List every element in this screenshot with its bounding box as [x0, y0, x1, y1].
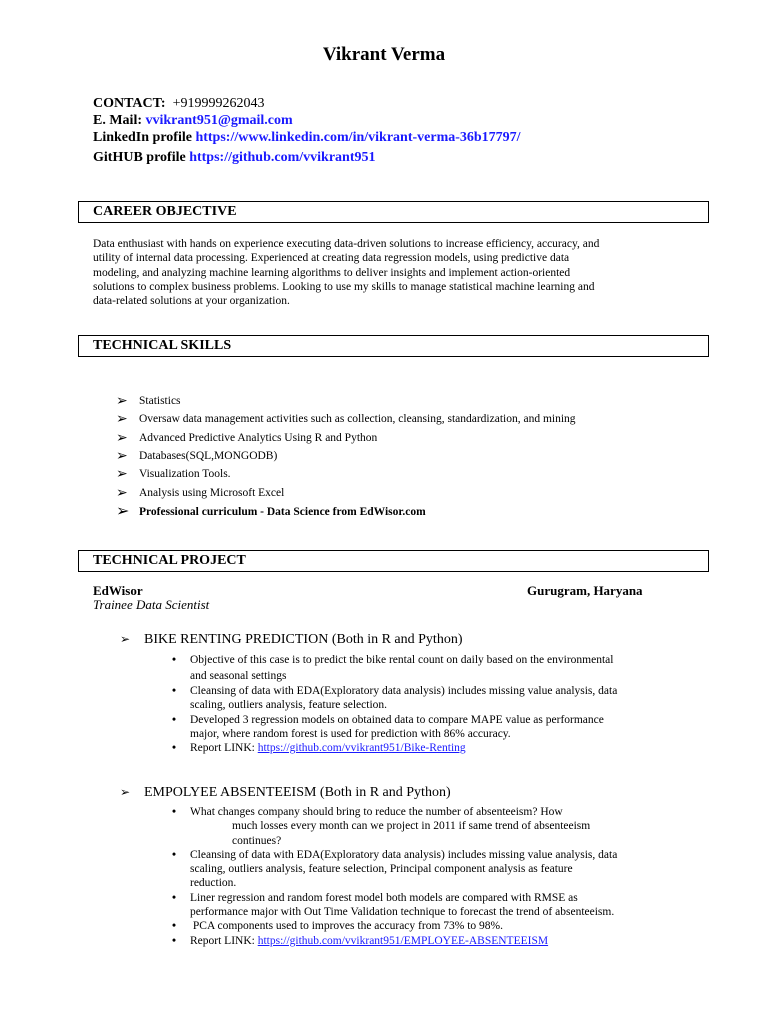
- phone-number: +919999262043: [172, 96, 265, 111]
- skill-item: ➢ Statistics: [116, 393, 181, 409]
- arrow-bullet-icon: ➢: [120, 632, 131, 646]
- objective-line: Data enthusiast with hands on experience executing data-driven solutions to increase efficiency, accuracy, and: [93, 238, 600, 250]
- section-title: TECHNICAL PROJECT: [93, 553, 246, 568]
- list-item: • Cleansing of data with EDA(Exploratory data analysis) includes missing value analysis, data scaling, outliers analysis, feature selection.: [172, 685, 618, 712]
- arrow-bullet-icon: ➢: [116, 466, 128, 482]
- list-item: • Report LINK: https://github.com/vvikrant951/EMPLOYEE-ABSENTEEISM: [172, 934, 549, 947]
- contact-email-line: [93, 113, 293, 129]
- list-item: • Cleansing of data with EDA(Exploratory data analysis) includes missing value analysis, data scaling, outliers analysis, feature selection, Principal component analysis as feature reduction.: [172, 848, 618, 890]
- project-bullets: [172, 805, 687, 948]
- project-title: ➢ BIKE RENTING PREDICTION (Both in R and Python): [120, 632, 463, 647]
- project-bullets: [172, 652, 687, 755]
- github-link[interactable]: https://github.com/vvikrant951: [189, 150, 376, 165]
- career-objective-header: [78, 201, 709, 223]
- arrow-bullet-icon: ➢: [116, 393, 128, 409]
- list-item: • PCA components used to improves the accuracy from 73% to 98%.: [172, 920, 503, 933]
- arrow-bullet-icon: ➢: [116, 501, 130, 520]
- email-link[interactable]: vvikrant951@gmail.com: [145, 113, 293, 128]
- arrow-bullet-icon: ➢: [116, 485, 128, 501]
- arrow-bullet-icon: ➢: [116, 430, 128, 446]
- job-title: Trainee Data Scientist: [93, 597, 210, 612]
- list-item: • Report LINK: https://github.com/vvikrant951/Bike-Renting: [172, 742, 466, 755]
- linkedin-link[interactable]: https://www.linkedin.com/in/vikrant-verma-36b17797/: [195, 130, 521, 145]
- list-item: • Developed 3 regression models on obtained data to compare MAPE value as performance major, where random forest is used for prediction with 86% accuracy.: [172, 713, 604, 740]
- objective-line: modeling, and analyzing machine learning algorithms to deliver insights and implement action-oriented: [93, 266, 571, 279]
- report-link[interactable]: https://github.com/vvikrant951/Bike-Renting: [257, 742, 466, 755]
- skill-item: ➢ Analysis using Microsoft Excel: [116, 485, 285, 501]
- linkedin-label: LinkedIn profile: [93, 130, 192, 145]
- list-item: • What changes company should bring to reduce the number of absenteeism? How much losses every month can we project in 2011 if same trend of absenteeism continues?: [172, 806, 591, 847]
- section-title: TECHNICAL SKILLS: [93, 338, 232, 353]
- candidate-name: Vikrant Verma: [322, 44, 446, 65]
- objective-line: data-related solutions at your organization.: [93, 295, 290, 308]
- arrow-bullet-icon: ➢: [116, 411, 128, 427]
- skill-item: ➢ Databases(SQL,MONGODB): [116, 448, 278, 464]
- project-title: ➢ EMPOLYEE ABSENTEEISM (Both in R and Python): [120, 785, 451, 800]
- technical-project-header: [78, 550, 709, 572]
- skill-item: ➢ Visualization Tools.: [116, 466, 231, 482]
- list-item: • Objective of this case is to predict the bike rental count on daily based on the environmental and seasonal settings: [172, 654, 614, 682]
- objective-line: solutions to complex business problems. Looking to use my skills to manage statistical machine learning and: [93, 280, 595, 293]
- technical-skills-header: [78, 335, 709, 357]
- github-label: GitHUB profile: [93, 150, 186, 165]
- section-title: CAREER OBJECTIVE: [93, 204, 237, 219]
- report-link[interactable]: https://github.com/vvikrant951/EMPLOYEE-ABSENTEEISM: [257, 934, 549, 947]
- career-objective-text: [93, 237, 673, 308]
- skill-item: ➢ Advanced Predictive Analytics Using R and Python: [116, 430, 378, 446]
- skill-item: ➢ Professional curriculum - Data Science from EdWisor.com: [116, 501, 426, 520]
- skill-item: ➢ Oversaw data management activities such as collection, cleansing, standardization, and mining: [116, 411, 576, 427]
- job-location: Gurugram, Haryana: [527, 583, 643, 598]
- list-item: • Liner regression and random forest model both models are compared with RMSE as performance major with Out Time Validation technique to forecast the trend of absenteeism.: [172, 891, 615, 919]
- job-company: EdWisor: [93, 583, 143, 598]
- report-label: Report LINK:: [190, 934, 258, 947]
- report-label: Report LINK:: [190, 742, 258, 755]
- arrow-bullet-icon: ➢: [116, 448, 128, 464]
- email-label: E. Mail:: [93, 113, 142, 128]
- phone-label: CONTACT:: [93, 96, 166, 111]
- contact-github-line: [93, 150, 376, 166]
- contact-phone-line: [93, 96, 265, 112]
- objective-line: utility of internal data processing. Experienced at creating data regression models, using predictive data: [93, 252, 570, 265]
- arrow-bullet-icon: ➢: [120, 785, 131, 799]
- contact-linkedin-line: [93, 130, 521, 146]
